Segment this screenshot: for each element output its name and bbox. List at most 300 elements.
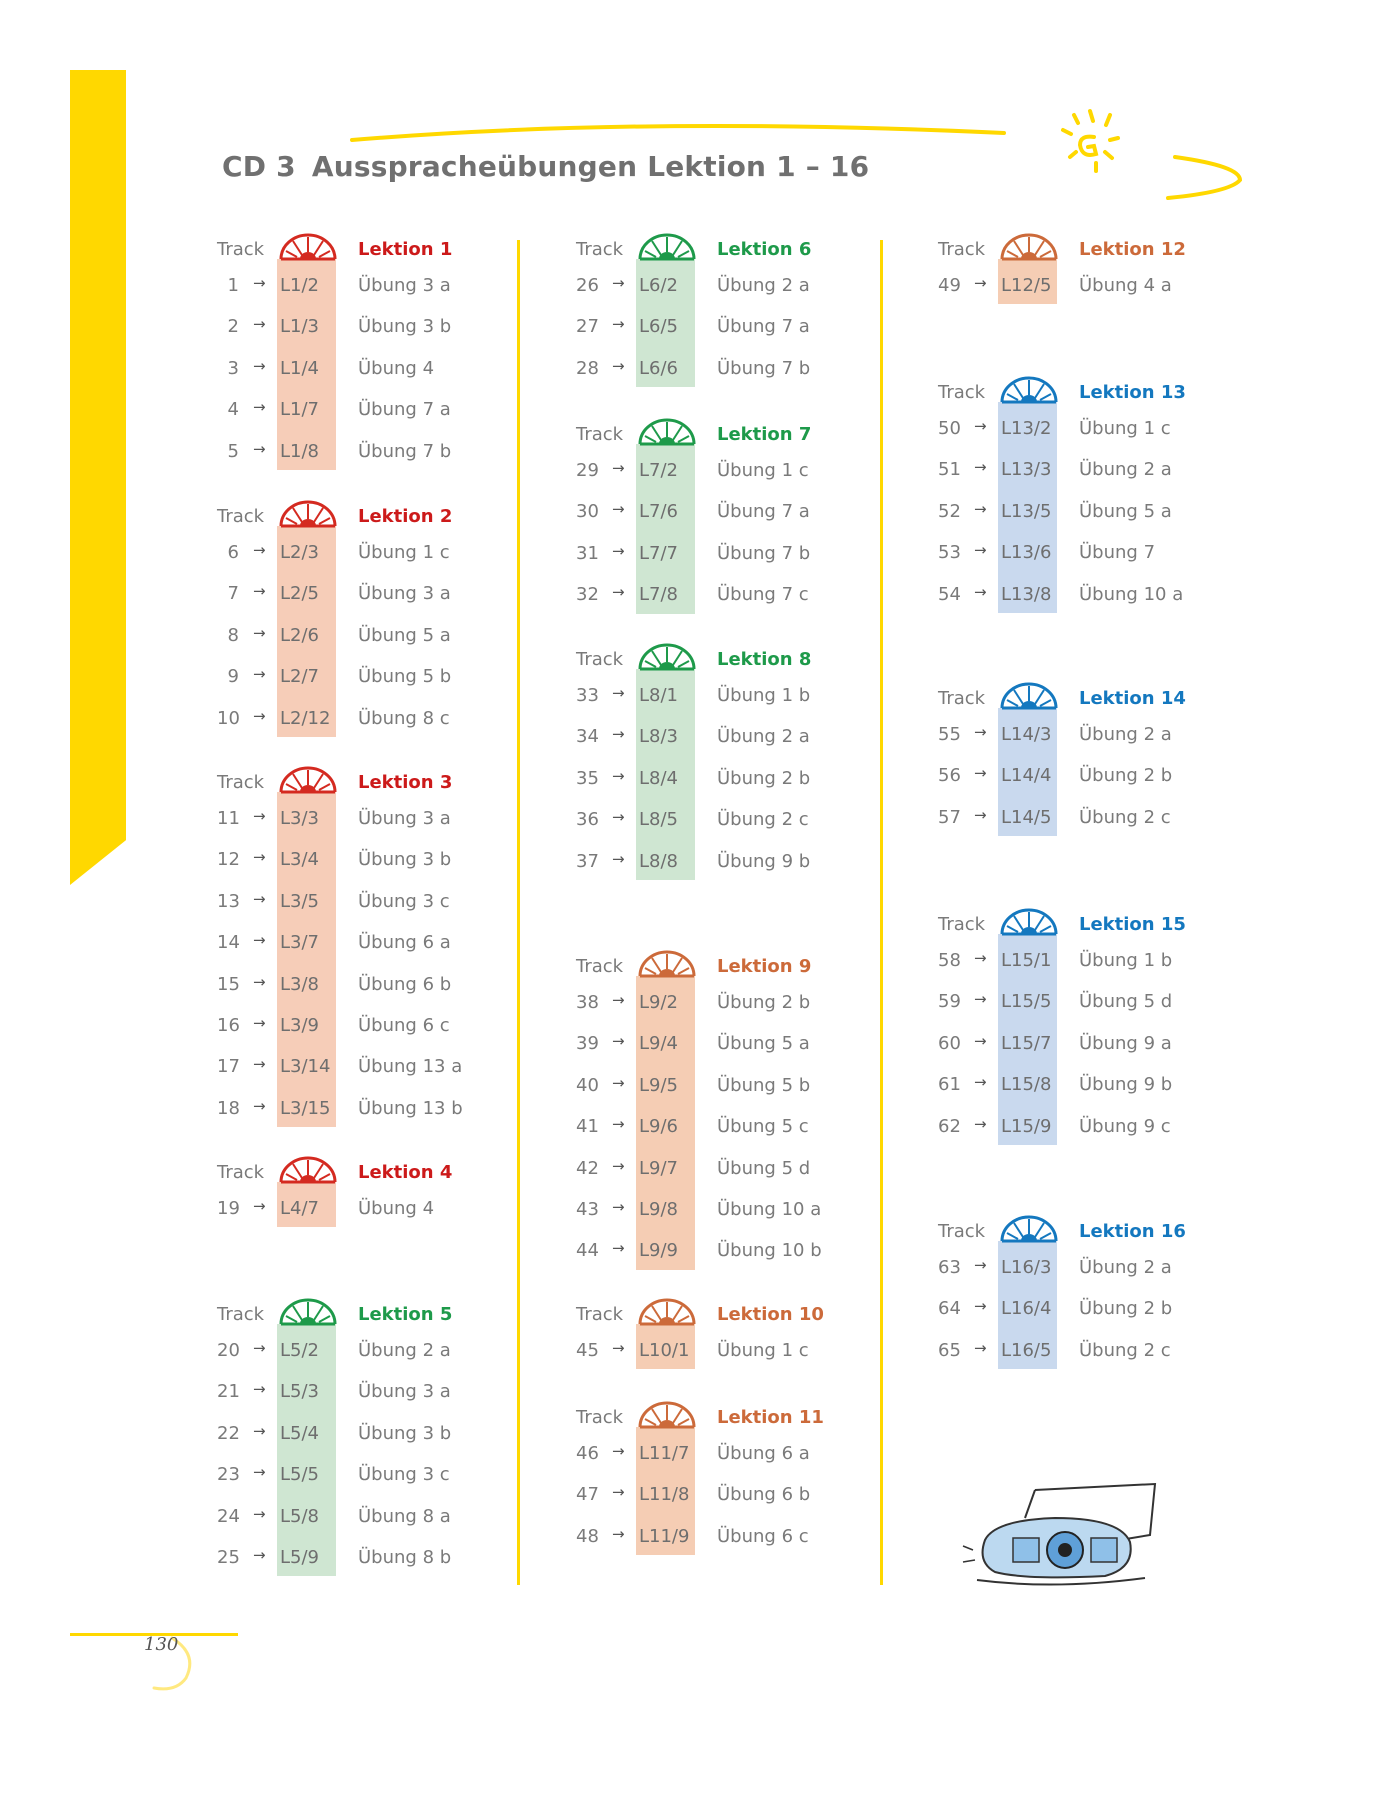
exercise-label: Übung 3 c — [358, 1464, 450, 1486]
lesson-code: L13/5 — [1001, 500, 1052, 522]
track-row — [938, 449, 1238, 490]
track-number: 6 — [227, 542, 239, 563]
lesson-section — [217, 768, 517, 1129]
arrow-icon: → — [612, 1032, 625, 1051]
arrow-icon: → — [253, 1339, 266, 1357]
arrow-icon: → — [974, 458, 987, 477]
lesson-code: L11/9 — [639, 1525, 690, 1547]
track-number: 54 — [938, 583, 961, 605]
lesson-code: L8/8 — [639, 850, 678, 872]
track-label: Track — [217, 239, 265, 260]
track-row — [217, 1005, 517, 1046]
arrow-icon: → — [253, 706, 266, 725]
arrow-icon: → — [612, 808, 625, 827]
exercise-label: Übung 3 b — [358, 1422, 452, 1444]
track-number: 52 — [938, 500, 961, 522]
exercise-label: Übung 6 c — [717, 1525, 809, 1547]
lesson-title: Lektion 7 — [717, 424, 812, 445]
track-row — [217, 1454, 517, 1495]
cd-icon — [638, 948, 696, 978]
exercise-label: Übung 7 b — [717, 357, 811, 379]
section-header — [576, 1300, 876, 1330]
lesson-section — [576, 645, 876, 882]
exercise-label: Übung 1 b — [717, 685, 811, 706]
cd-label: CD 3 — [222, 150, 296, 183]
lesson-code: L7/2 — [639, 460, 678, 481]
lesson-title: Lektion 14 — [1079, 688, 1186, 709]
lesson-section — [217, 502, 517, 739]
track-number: 53 — [938, 542, 961, 564]
track-number: 14 — [217, 932, 240, 954]
track-label: Track — [576, 956, 624, 977]
exercise-label: Übung 2 a — [358, 1340, 451, 1361]
arrow-icon: → — [612, 1115, 625, 1134]
exercise-label: Übung 9 a — [1079, 1032, 1172, 1054]
track-number: 65 — [938, 1339, 961, 1361]
track-number: 42 — [576, 1157, 599, 1179]
exercise-label: Übung 10 a — [1079, 583, 1184, 605]
cd-icon — [279, 1296, 337, 1326]
lesson-code: L1/2 — [280, 275, 319, 296]
exercise-label: Übung 6 c — [358, 1014, 450, 1036]
sun-icon — [1063, 111, 1118, 171]
exercise-label: Übung 2 c — [1079, 806, 1171, 828]
cd-icon — [638, 416, 696, 446]
exercise-label: Übung 7 b — [717, 542, 811, 564]
exercise-label: Übung 4 a — [1079, 275, 1172, 296]
exercise-label: Übung 3 a — [358, 808, 451, 829]
arrow-icon: → — [974, 1073, 987, 1092]
track-number: 5 — [227, 440, 239, 462]
exercise-label: Übung 2 b — [717, 767, 811, 789]
arrow-icon: → — [974, 723, 987, 741]
track-label: Track — [938, 382, 986, 403]
track-number: 61 — [938, 1074, 961, 1096]
lesson-code: L15/8 — [1001, 1074, 1052, 1096]
lesson-code: L2/3 — [280, 542, 319, 563]
arrow-icon: → — [612, 1524, 625, 1543]
section-header — [938, 684, 1238, 714]
track-row — [938, 532, 1238, 573]
exercise-label: Übung 5 a — [717, 1033, 810, 1055]
lesson-code: L8/5 — [639, 809, 678, 831]
arrow-icon: → — [612, 1239, 625, 1258]
lesson-code: L3/14 — [280, 1056, 331, 1078]
lesson-section — [576, 952, 876, 1272]
lesson-code: L11/7 — [639, 1443, 690, 1464]
cd-icon — [279, 498, 337, 528]
lesson-code: L15/1 — [1001, 950, 1052, 971]
arrow-icon: → — [612, 1197, 625, 1216]
section-header — [938, 235, 1238, 265]
track-number: 58 — [938, 950, 961, 971]
track-row — [938, 714, 1238, 755]
exercise-label: Übung 8 a — [358, 1505, 451, 1527]
track-row — [938, 1106, 1238, 1147]
exercise-label: Übung 7 a — [717, 316, 810, 338]
lesson-code: L9/6 — [639, 1116, 678, 1138]
lesson-code: L5/8 — [280, 1505, 319, 1527]
lesson-code: L15/5 — [1001, 991, 1052, 1013]
lesson-section — [576, 235, 876, 389]
track-row — [576, 574, 876, 615]
column-divider — [880, 240, 883, 1585]
arrow-icon: → — [612, 541, 625, 560]
lesson-code: L12/5 — [1001, 275, 1052, 296]
lesson-code: L4/7 — [280, 1198, 319, 1219]
track-row — [217, 532, 517, 573]
exercise-label: Übung 5 d — [1079, 991, 1173, 1013]
arrow-icon: → — [974, 949, 987, 967]
cd-icon — [638, 1296, 696, 1326]
track-row — [576, 1516, 876, 1557]
track-row — [217, 1413, 517, 1454]
track-row — [576, 1474, 876, 1515]
exercise-label: Übung 10 b — [717, 1240, 822, 1262]
track-row — [576, 265, 876, 306]
track-row — [576, 716, 876, 757]
track-number: 30 — [576, 501, 599, 523]
lesson-code: L2/7 — [280, 666, 319, 688]
cd-icon — [638, 231, 696, 261]
track-number: 64 — [938, 1298, 961, 1320]
track-label: Track — [938, 688, 986, 709]
track-number: 35 — [576, 767, 599, 789]
lesson-code: L15/9 — [1001, 1115, 1052, 1137]
section-header — [217, 768, 517, 798]
track-row — [217, 881, 517, 922]
lesson-code: L1/4 — [280, 357, 319, 379]
lesson-title: Lektion 12 — [1079, 239, 1186, 260]
section-header — [576, 420, 876, 450]
exercise-label: Übung 1 c — [1079, 418, 1171, 439]
lesson-title: Lektion 9 — [717, 956, 812, 977]
lesson-section — [576, 1403, 876, 1557]
arrow-icon: → — [253, 439, 266, 458]
exercise-label: Übung 5 b — [358, 666, 452, 688]
lesson-code: L14/5 — [1001, 806, 1052, 828]
exercise-label: Übung 3 a — [358, 1381, 451, 1403]
lesson-code: L16/3 — [1001, 1257, 1052, 1278]
arrow-icon: → — [612, 849, 625, 868]
lesson-title: Lektion 10 — [717, 1304, 824, 1325]
track-row — [576, 799, 876, 840]
arrow-icon: → — [612, 991, 625, 1009]
lesson-code: L2/12 — [280, 707, 331, 729]
lesson-title: Lektion 3 — [358, 772, 453, 793]
track-row — [576, 1106, 876, 1147]
arrow-icon: → — [253, 665, 266, 684]
exercise-label: Übung 4 — [358, 1198, 435, 1219]
lesson-title: Lektion 16 — [1079, 1221, 1186, 1242]
lesson-code: L2/6 — [280, 624, 319, 646]
arrow-icon: → — [974, 990, 987, 1009]
lesson-title: Lektion 8 — [717, 649, 812, 670]
arrow-icon: → — [253, 315, 266, 334]
lesson-section — [938, 910, 1238, 1147]
arrow-icon: → — [612, 684, 625, 702]
track-label: Track — [217, 506, 265, 527]
exercise-label: Übung 7 b — [358, 440, 452, 462]
lesson-code: L9/8 — [639, 1198, 678, 1220]
arrow-icon: → — [974, 764, 987, 783]
arrow-icon: → — [974, 1114, 987, 1133]
lesson-code: L8/4 — [639, 767, 678, 789]
arrow-icon: → — [253, 398, 266, 417]
track-label: Track — [938, 1221, 986, 1242]
section-header — [217, 235, 517, 265]
exercise-label: Übung 2 a — [1079, 724, 1172, 745]
cd-icon — [1000, 906, 1058, 936]
track-number: 8 — [227, 624, 239, 646]
lesson-code: L1/8 — [280, 440, 319, 462]
arrow-icon: → — [612, 583, 625, 602]
track-row — [217, 431, 517, 472]
track-number: 60 — [938, 1032, 961, 1054]
exercise-label: Übung 5 a — [1079, 500, 1172, 522]
lesson-code: L5/2 — [280, 1340, 319, 1361]
exercise-label: Übung 5 d — [717, 1157, 811, 1179]
exercise-label: Übung 7 c — [717, 584, 809, 606]
track-number: 34 — [576, 726, 599, 748]
arrow-icon: → — [974, 499, 987, 518]
exercise-label: Übung 2 a — [717, 275, 810, 296]
lesson-code: L13/8 — [1001, 583, 1052, 605]
track-row — [576, 1189, 876, 1230]
track-number: 41 — [576, 1116, 599, 1138]
track-row — [576, 841, 876, 882]
arrow-icon: → — [253, 1013, 266, 1032]
lesson-code: L9/5 — [639, 1074, 678, 1096]
lesson-code: L6/2 — [639, 275, 678, 296]
lesson-code: L16/5 — [1001, 1339, 1052, 1361]
track-label: Track — [938, 239, 986, 260]
track-row — [217, 964, 517, 1005]
arrow-icon: → — [253, 274, 266, 292]
page-number: 130 — [144, 1634, 179, 1655]
track-row — [576, 491, 876, 532]
lesson-code: L13/6 — [1001, 542, 1052, 564]
track-row — [217, 1188, 517, 1229]
track-row — [576, 758, 876, 799]
exercise-label: Übung 2 a — [1079, 459, 1172, 481]
exercise-label: Übung 6 b — [717, 1484, 811, 1506]
track-row — [938, 1288, 1238, 1329]
track-number: 45 — [576, 1340, 599, 1361]
arrow-icon: → — [974, 1031, 987, 1050]
track-label: Track — [217, 772, 265, 793]
lesson-title: Lektion 5 — [358, 1304, 453, 1325]
lesson-code: L5/3 — [280, 1381, 319, 1403]
track-number: 51 — [938, 459, 961, 481]
track-row — [217, 1046, 517, 1087]
arrow-icon: → — [612, 1442, 625, 1460]
track-row — [938, 797, 1238, 838]
lesson-code: L3/15 — [280, 1097, 331, 1119]
track-number: 32 — [576, 584, 599, 606]
lesson-code: L8/3 — [639, 726, 678, 748]
track-number: 29 — [576, 460, 599, 481]
arrow-icon: → — [612, 1156, 625, 1175]
track-row — [576, 533, 876, 574]
lesson-title: Lektion 4 — [358, 1162, 453, 1183]
track-number: 57 — [938, 806, 961, 828]
track-row — [217, 698, 517, 739]
lesson-section — [938, 1217, 1238, 1371]
arrow-icon: → — [253, 623, 266, 642]
section-header — [217, 1158, 517, 1188]
lesson-title: Lektion 15 — [1079, 914, 1186, 935]
track-row — [938, 574, 1238, 615]
track-label: Track — [217, 1304, 265, 1325]
track-row — [217, 798, 517, 839]
cd-icon — [638, 1399, 696, 1429]
track-row — [217, 1330, 517, 1371]
lesson-code: L10/1 — [639, 1340, 690, 1361]
arrow-icon: → — [612, 1073, 625, 1092]
track-number: 56 — [938, 765, 961, 787]
exercise-label: Übung 5 a — [358, 624, 451, 646]
track-number: 49 — [938, 275, 961, 296]
section-header — [938, 378, 1238, 408]
track-number: 46 — [576, 1443, 599, 1464]
lesson-code: L11/8 — [639, 1484, 690, 1506]
track-row — [576, 1330, 876, 1371]
exercise-label: Übung 2 a — [717, 726, 810, 748]
track-number: 43 — [576, 1198, 599, 1220]
exercise-label: Übung 13 a — [358, 1056, 463, 1078]
arrow-icon: → — [253, 1055, 266, 1074]
track-row — [576, 982, 876, 1023]
lesson-section — [217, 1300, 517, 1578]
section-header — [576, 235, 876, 265]
lesson-code: L13/3 — [1001, 459, 1052, 481]
arrow-icon: → — [253, 1421, 266, 1440]
cd-icon — [279, 231, 337, 261]
track-number: 18 — [217, 1097, 240, 1119]
exercise-label: Übung 9 b — [1079, 1074, 1173, 1096]
lesson-code: L9/2 — [639, 992, 678, 1013]
track-number: 4 — [227, 399, 239, 421]
column-divider — [517, 240, 520, 1585]
exercise-label: Übung 6 a — [717, 1443, 810, 1464]
track-number: 37 — [576, 850, 599, 872]
lesson-section — [938, 378, 1238, 615]
lesson-code: L15/7 — [1001, 1032, 1052, 1054]
track-row — [938, 408, 1238, 449]
track-number: 24 — [217, 1505, 240, 1527]
arrow-icon: → — [253, 1096, 266, 1115]
track-number: 21 — [217, 1381, 240, 1403]
arrow-icon: → — [612, 766, 625, 785]
exercise-label: Übung 1 c — [358, 542, 450, 563]
track-label: Track — [576, 1407, 624, 1428]
arrow-icon: → — [974, 1256, 987, 1274]
arrow-icon: → — [253, 1504, 266, 1523]
track-number: 31 — [576, 542, 599, 564]
lesson-code: L7/7 — [639, 542, 678, 564]
exercise-label: Übung 3 a — [358, 275, 451, 296]
track-row — [938, 755, 1238, 796]
track-label: Track — [576, 649, 624, 670]
lesson-code: L5/9 — [280, 1546, 319, 1568]
exercise-label: Übung 2 c — [1079, 1339, 1171, 1361]
track-number: 19 — [217, 1198, 240, 1219]
radio-illustration — [955, 1480, 1175, 1590]
track-number: 28 — [576, 357, 599, 379]
track-number: 25 — [217, 1546, 240, 1568]
lesson-code: L13/2 — [1001, 418, 1052, 439]
lesson-title: Lektion 11 — [717, 1407, 824, 1428]
exercise-label: Übung 6 b — [358, 973, 452, 995]
lesson-title: Lektion 13 — [1079, 382, 1186, 403]
track-row — [217, 656, 517, 697]
track-number: 11 — [217, 808, 240, 829]
track-row — [576, 306, 876, 347]
track-number: 26 — [576, 275, 599, 296]
arrow-icon: → — [974, 541, 987, 560]
lesson-section — [576, 420, 876, 616]
cd-icon — [1000, 231, 1058, 261]
title-text: Ausspracheübungen Lektion 1 – 16 — [311, 150, 870, 183]
exercise-label: Übung 3 a — [358, 583, 451, 605]
track-number: 47 — [576, 1484, 599, 1506]
exercise-label: Übung 3 c — [358, 890, 450, 912]
lesson-code: L3/8 — [280, 973, 319, 995]
track-number: 17 — [217, 1056, 240, 1078]
track-number: 7 — [227, 583, 239, 605]
track-row — [217, 1088, 517, 1129]
track-row — [217, 922, 517, 963]
exercise-label: Übung 10 a — [717, 1198, 822, 1220]
arrow-icon: → — [974, 1338, 987, 1357]
track-label: Track — [576, 1304, 624, 1325]
lesson-code: L5/5 — [280, 1464, 319, 1486]
track-number: 63 — [938, 1257, 961, 1278]
lesson-code: L3/7 — [280, 932, 319, 954]
track-row — [938, 1023, 1238, 1064]
track-number: 20 — [217, 1340, 240, 1361]
lesson-section — [938, 684, 1238, 838]
track-number: 50 — [938, 418, 961, 439]
track-row — [217, 573, 517, 614]
track-number: 44 — [576, 1240, 599, 1262]
arrow-icon: → — [612, 500, 625, 519]
arrow-icon: → — [253, 541, 266, 559]
track-row — [217, 1496, 517, 1537]
track-number: 39 — [576, 1033, 599, 1055]
arrow-icon: → — [253, 972, 266, 991]
lesson-code: L2/5 — [280, 583, 319, 605]
track-row — [576, 1433, 876, 1474]
track-row — [217, 1537, 517, 1578]
track-number: 1 — [227, 275, 239, 296]
exercise-label: Übung 2 b — [1079, 765, 1173, 787]
arrow-icon: → — [253, 931, 266, 950]
track-row — [576, 1023, 876, 1064]
lesson-section — [217, 1158, 517, 1229]
track-number: 59 — [938, 991, 961, 1013]
track-number: 36 — [576, 809, 599, 831]
track-row — [576, 348, 876, 389]
arrow-icon: → — [974, 805, 987, 824]
arrow-icon: → — [974, 582, 987, 601]
track-number: 27 — [576, 316, 599, 338]
track-label: Track — [576, 424, 624, 445]
track-row — [576, 1065, 876, 1106]
cd-icon — [1000, 680, 1058, 710]
section-header — [576, 1403, 876, 1433]
